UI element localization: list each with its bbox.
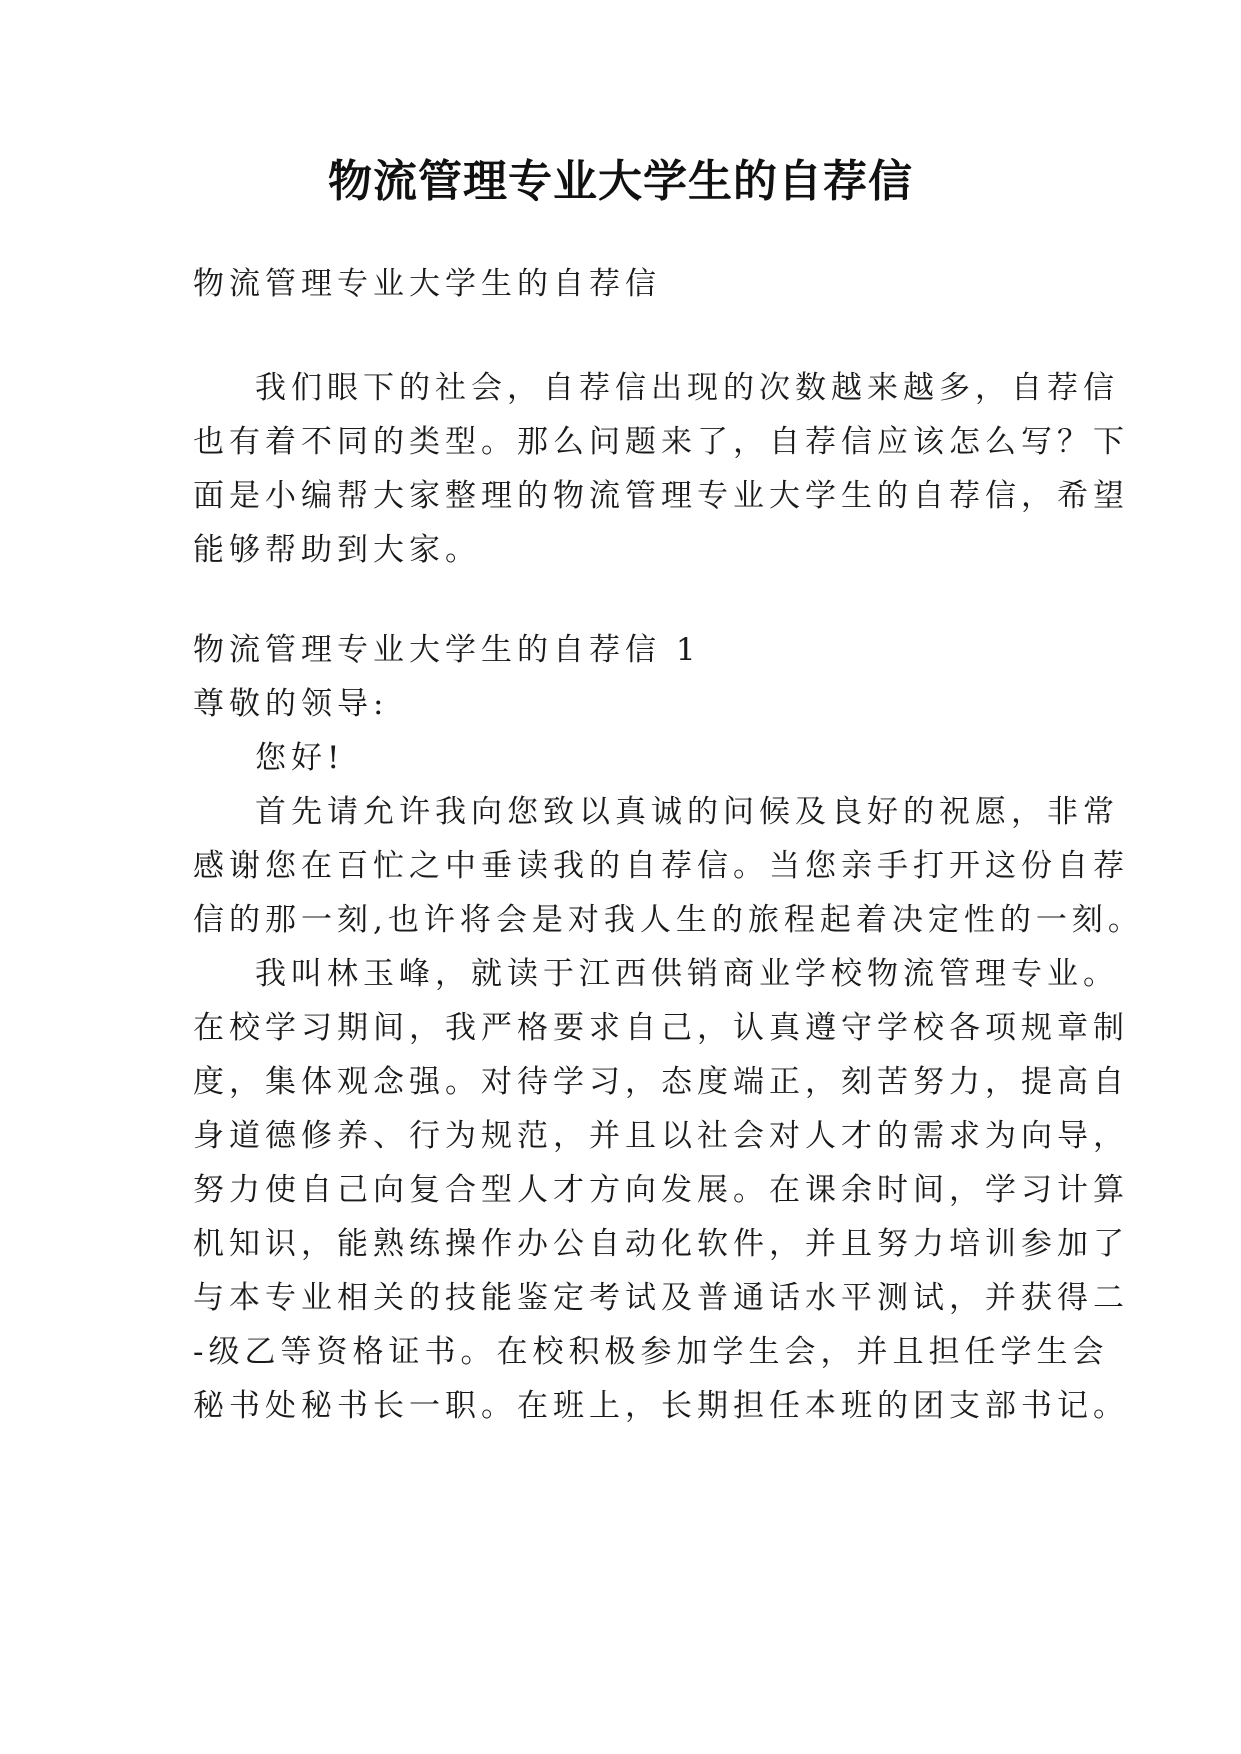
section-heading: 物流管理专业大学生的自荐信 1 xyxy=(193,632,701,668)
body-line: 信的那一刻,也许将会是对我人生的旅程起着决定性的一刻。 xyxy=(193,902,1144,938)
document-title: 物流管理专业大学生的自荐信 xyxy=(328,156,913,207)
body-line: 感谢您在百忙之中垂读我的自荐信。当您亲手打开这份自荐 xyxy=(193,848,1129,884)
body-line: 秘书处秘书长一职。在班上，长期担任本班的团支部书记。 xyxy=(193,1388,1129,1424)
body-line: 在校学习期间，我严格要求自己，认真遵守学校各项规章制 xyxy=(193,1010,1129,1046)
body-line: 努力使自己向复合型人才方向发展。在课余时间，学习计算 xyxy=(193,1172,1129,1208)
body-line: -级乙等资格证书。在校积极参加学生会，并且担任学生会 xyxy=(193,1334,1109,1370)
body-line: 度，集体观念强。对待学习，态度端正，刻苦努力，提高自 xyxy=(193,1064,1129,1100)
body-line: 机知识，能熟练操作办公自动化软件，并且努力培训参加了 xyxy=(193,1226,1129,1262)
intro-line: 面是小编帮大家整理的物流管理专业大学生的自荐信，希望 xyxy=(193,478,1129,514)
body-line: 身道德修养、行为规范，并且以社会对人才的需求为向导， xyxy=(193,1118,1129,1154)
greeting: 您好! xyxy=(255,740,345,776)
salutation: 尊敬的领导: xyxy=(193,686,389,722)
intro-line: 也有着不同的类型。那么问题来了，自荐信应该怎么写？下 xyxy=(193,424,1129,460)
body-line: 与本专业相关的技能鉴定考试及普通话水平测试，并获得二 xyxy=(193,1280,1129,1316)
intro-line: 能够帮助到大家。 xyxy=(193,532,481,568)
body-line: 首先请允许我向您致以真诚的问候及良好的祝愿，非常 xyxy=(255,794,1119,830)
document-subtitle: 物流管理专业大学生的自荐信 xyxy=(193,266,661,302)
intro-line: 我们眼下的社会，自荐信出现的次数越来越多，自荐信 xyxy=(255,370,1119,406)
body-line: 我叫林玉峰，就读于江西供销商业学校物流管理专业。 xyxy=(255,956,1119,992)
